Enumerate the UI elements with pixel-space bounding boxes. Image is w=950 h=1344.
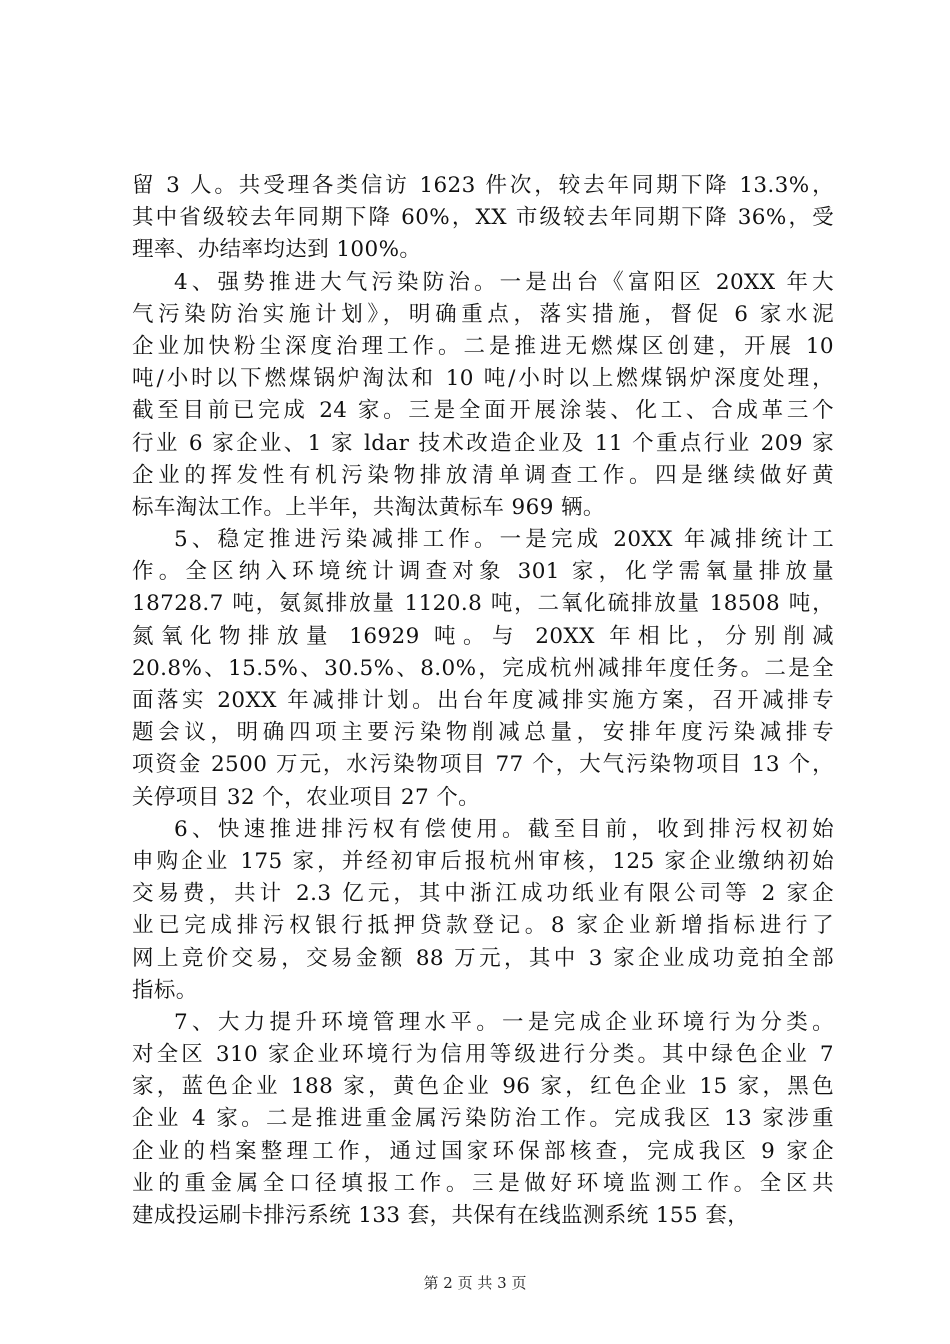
text-line: 关停项目 32 个，农业项目 27 个。 — [132, 784, 481, 810]
text-line: 对全区 310 家企业环境行为信用等级进行分类。其中绿色企业 7 — [132, 1042, 834, 1068]
text-line: 业已完成排污权银行抵押贷款登记。8 家企业新增指标进行了 — [132, 913, 834, 939]
text-line: 业的重金属全口径填报工作。三是做好环境监测工作。全区共 — [132, 1170, 834, 1196]
text-line: 吨/小时以下燃煤锅炉淘汰和 10 吨/小时以上燃煤锅炉深度处理， — [132, 366, 834, 392]
text-line: 申购企业 175 家，并经初审后报杭州审核，125 家企业缴纳初始 — [132, 848, 834, 874]
page-footer: 第 2 页 共 3 页 — [423, 1274, 527, 1292]
text-line: 标车淘汰工作。上半年，共淘汰黄标车 969 辆。 — [132, 494, 605, 520]
text-line: 企业的挥发性有机污染物排放清单调查工作。四是继续做好黄 — [132, 462, 834, 488]
text-line: 企业加快粉尘深度治理工作。二是推进无燃煤区创建，开展 10 — [132, 333, 834, 359]
text-line: 家，蓝色企业 188 家，黄色企业 96 家，红色企业 15 家，黑色 — [132, 1074, 834, 1100]
text-line: 其中省级较去年同期下降 60%，XX 市级较去年同期下降 36%，受 — [132, 205, 834, 231]
text-line: 气污染防治实施计划》，明确重点，落实措施，督促 6 家水泥 — [132, 301, 834, 327]
text-line: 企业的档案整理工作，通过国家环保部核查，完成我区 9 家企 — [132, 1138, 834, 1164]
text-line: 20.8%、15.5%、30.5%、8.0%，完成杭州减排年度任务。二是全 — [132, 655, 834, 681]
text-line: 氮氧化物排放量 16929 吨。与 20XX 年相比，分别削减 — [132, 623, 834, 649]
paragraph-first-line: 6、快速推进排污权有偿使用。截至目前，收到排污权初始 — [174, 816, 834, 842]
text-line: 理率、办结率均达到 100%。 — [132, 237, 422, 263]
text-line: 指标。 — [132, 977, 198, 1003]
paragraph-first-line: 5、稳定推进污染减排工作。一是完成 20XX 年减排统计工 — [174, 527, 834, 553]
text-line: 企业 4 家。二是推进重金属污染防治工作。完成我区 13 家涉重 — [132, 1106, 834, 1132]
text-line: 交易费，共计 2.3 亿元，其中浙江成功纸业有限公司等 2 家企 — [132, 881, 834, 907]
text-line: 行业 6 家企业、1 家 ldar 技术改造企业及 11 个重点行业 209 家 — [132, 430, 834, 456]
text-line: 网上竞价交易，交易金额 88 万元，其中 3 家企业成功竞拍全部 — [132, 945, 834, 971]
paragraph-first-line: 4、强势推进大气污染防治。一是出台《富阳区 20XX 年大 — [174, 269, 834, 295]
document-body — [132, 170, 834, 1232]
text-line: 面落实 20XX 年减排计划。出台年度减排实施方案，召开减排专 — [132, 688, 834, 713]
text-line: 建成投运刷卡排污系统 133 套，共保有在线监测系统 155 套， — [132, 1203, 750, 1228]
text-line: 18728.7 吨，氨氮排放量 1120.8 吨，二氧化硫排放量 18508 吨， — [132, 591, 834, 617]
text-line: 留 3 人。共受理各类信访 1623 件次，较去年同期下降 13.3%， — [132, 173, 834, 198]
text-line: 项资金 2500 万元，水污染物项目 77 个，大气污染物项目 13 个， — [132, 752, 834, 778]
text-line: 题会议，明确四项主要污染物削减总量，安排年度污染减排专 — [132, 720, 834, 746]
paragraph-first-line: 7、大力提升环境管理水平。一是完成企业环境行为分类。 — [174, 1009, 834, 1035]
text-line: 作。全区纳入环境统计调查对象 301 家，化学需氧量排放量 — [132, 559, 834, 585]
text-line: 截至目前已完成 24 家。三是全面开展涂装、化工、合成革三个 — [132, 398, 834, 424]
